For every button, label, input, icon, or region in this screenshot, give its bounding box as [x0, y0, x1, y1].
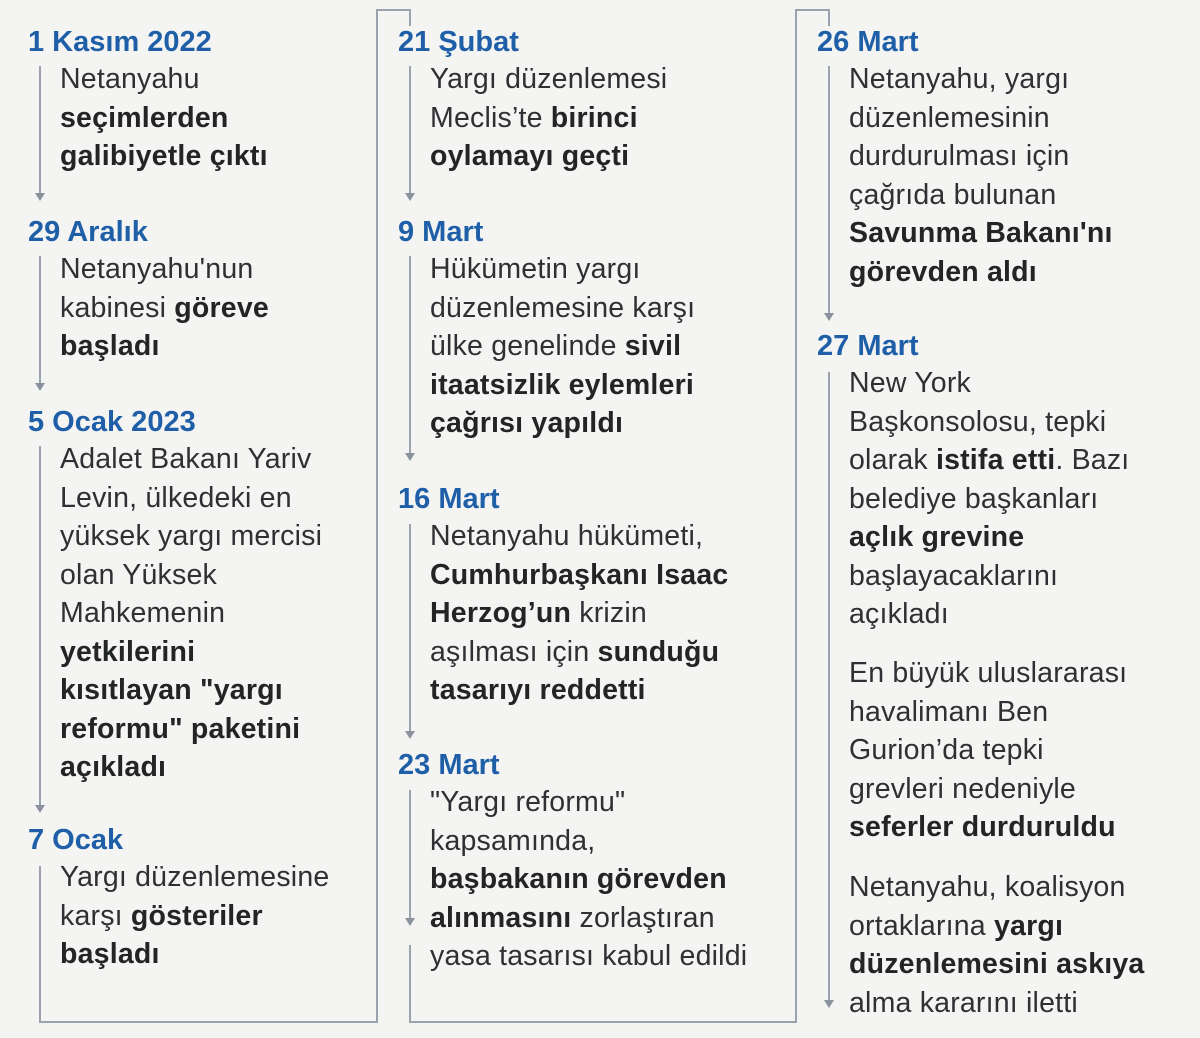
text-segment: Gurion’da tepki: [849, 734, 1044, 766]
timeline-entry: [817, 868, 1144, 1022]
text-segment: Netanyahu, yargı: [849, 63, 1070, 95]
text-line: [430, 783, 747, 822]
text-line: [60, 935, 329, 974]
text-segment: Levin, ülkedeki en: [60, 481, 292, 514]
text-segment: Yargı düzenlemesine: [60, 861, 330, 893]
entry-date: 27 Mart: [817, 330, 919, 362]
bold-text: seçimlerden: [60, 101, 229, 134]
text-line: [60, 710, 322, 749]
text-segment: havalimanı Ben: [849, 695, 1049, 728]
text-line: [60, 897, 329, 936]
entry-text: [430, 60, 667, 176]
timeline-entry: [817, 24, 1113, 291]
arrow-down-icon: [35, 383, 45, 391]
bold-text: tasarıyı reddetti: [430, 674, 646, 706]
entry-text: [430, 517, 728, 710]
text-segment: durdurulması için: [849, 140, 1070, 172]
text-segment: En büyük uluslararası: [849, 657, 1128, 689]
text-segment: Mahkemenin: [60, 597, 226, 629]
bold-text: seferler durduruldu: [849, 811, 1116, 843]
text-line: [849, 907, 1144, 946]
text-segment: Netanyahu hükümeti,: [430, 520, 704, 552]
text-line: [430, 327, 695, 366]
text-line: [60, 517, 322, 556]
arrow-down-icon: [824, 313, 834, 321]
text-line: [849, 253, 1113, 292]
text-segment: ülke genelinde: [430, 330, 625, 362]
text-segment: çağrıda bulunan: [849, 178, 1057, 211]
text-line: [60, 250, 269, 289]
text-segment: karşı: [60, 899, 131, 932]
text-line: [849, 808, 1127, 847]
arrow-down-icon: [405, 731, 415, 739]
text-line: [849, 214, 1113, 253]
text-line: [430, 822, 747, 861]
text-segment: ortaklarına: [849, 909, 994, 942]
entry-date: 23 Mart: [398, 749, 500, 781]
text-line: [60, 327, 269, 366]
text-segment: yasa tasarısı kabul edildi: [430, 940, 748, 972]
text-line: [849, 693, 1127, 732]
timeline-entry: [398, 747, 747, 976]
text-segment: "Yargı reformu": [430, 786, 626, 818]
bold-text: istifa etti: [935, 444, 1056, 476]
entry-date: 16 Mart: [398, 483, 500, 515]
text-line: [60, 479, 322, 518]
timeline-entry: [817, 654, 1127, 847]
text-line: [849, 403, 1129, 442]
text-line: [849, 731, 1127, 770]
entry-date: 1 Kasım 2022: [28, 26, 212, 58]
timeline-entry: [28, 822, 329, 974]
text-segment: düzenlemesinin: [849, 101, 1050, 134]
timeline-column-3: [817, 0, 1192, 1038]
text-segment: kapsamında,: [430, 824, 596, 857]
entry-date: 9 Mart: [398, 216, 484, 248]
text-segment: açıkladı: [849, 598, 949, 630]
timeline-column-1: [28, 0, 373, 1038]
text-segment: olan Yüksek: [60, 558, 217, 591]
bold-text: alınmasını: [430, 901, 572, 934]
text-segment: başlayacaklarını: [849, 559, 1059, 592]
bold-text: birinci: [550, 101, 638, 134]
text-segment: olarak: [849, 444, 936, 476]
text-line: [60, 594, 322, 633]
text-line: [60, 289, 269, 328]
text-segment: yüksek yargı mercisi: [60, 520, 323, 552]
text-line: [849, 654, 1127, 693]
text-segment: aşılması için: [430, 635, 598, 668]
bold-text: oylamayı geçti: [430, 140, 630, 172]
text-line: [849, 137, 1113, 176]
text-line: [430, 594, 728, 633]
text-line: [849, 945, 1144, 984]
bold-text: sivil: [624, 330, 682, 362]
text-segment: kabinesi: [60, 291, 175, 324]
text-line: [430, 366, 695, 405]
text-line: [849, 176, 1113, 215]
text-segment: alma kararını iletti: [849, 986, 1078, 1019]
text-line: [849, 595, 1129, 634]
text-segment: . Bazı: [1055, 444, 1130, 476]
text-line: [430, 556, 728, 595]
arrow-down-icon: [35, 193, 45, 201]
bold-text: göreve: [174, 291, 269, 324]
text-line: [60, 60, 268, 99]
text-segment: zorlaştıran: [571, 901, 715, 934]
text-line: [60, 748, 322, 787]
text-segment: Meclis’te: [430, 101, 551, 134]
text-line: [849, 770, 1127, 809]
text-line: [849, 868, 1144, 907]
entry-date: 7 Ocak: [28, 824, 124, 856]
timeline-entry: [28, 404, 322, 787]
entry-text: [60, 250, 269, 366]
entry-text: [60, 858, 329, 974]
text-line: [849, 364, 1129, 403]
bold-text: sunduğu: [597, 635, 720, 668]
arrow-down-icon: [405, 193, 415, 201]
entry-text: [849, 60, 1113, 291]
text-line: [60, 633, 322, 672]
timeline-entry: [398, 24, 667, 176]
text-line: [430, 289, 695, 328]
timeline-entry: [398, 214, 695, 443]
timeline-entry: [398, 481, 728, 710]
bold-text: başbakanın görevden: [430, 863, 727, 895]
text-segment: krizin: [571, 597, 647, 629]
text-line: [430, 671, 728, 710]
entry-text: [60, 440, 322, 787]
bold-text: başladı: [60, 330, 160, 362]
timeline-entry: [28, 24, 268, 176]
entry-text: [430, 250, 695, 443]
entry-date: 26 Mart: [817, 26, 919, 58]
timeline-entry: [28, 214, 269, 366]
text-segment: Yargı düzenlemesi: [430, 63, 668, 95]
timeline-column-2: [398, 0, 788, 1038]
text-line: [849, 441, 1129, 480]
text-line: [430, 633, 728, 672]
timeline-entry: [817, 328, 1129, 634]
text-line: [430, 937, 747, 976]
text-segment: Başkonsolosu, tepki: [849, 405, 1107, 438]
text-segment: belediye başkanları: [849, 482, 1099, 515]
text-line: [430, 137, 667, 176]
text-segment: Hükümetin yargı: [430, 253, 641, 285]
text-line: [430, 899, 747, 938]
text-segment: grevleri nedeniyle: [849, 772, 1076, 805]
bold-text: görevden aldı: [849, 255, 1037, 288]
bold-text: açlık grevine: [849, 521, 1025, 553]
entry-date: 5 Ocak 2023: [28, 406, 196, 438]
entry-text: [430, 783, 747, 976]
text-line: [60, 556, 322, 595]
arrow-down-icon: [405, 453, 415, 461]
bold-text: yargı: [993, 909, 1064, 942]
text-segment: Adalet Bakanı Yariv: [60, 443, 312, 475]
text-segment: Netanyahu'nun: [60, 253, 254, 285]
text-line: [430, 250, 695, 289]
bold-text: çağrısı yapıldı: [430, 407, 624, 439]
text-segment: Netanyahu, koalisyon: [849, 871, 1126, 903]
bold-text: düzenlemesini askıya: [849, 948, 1145, 980]
entry-text: [849, 868, 1144, 1022]
bold-text: Savunma Bakanı'nı: [849, 217, 1113, 249]
entry-text: [849, 654, 1127, 847]
text-segment: Netanyahu: [60, 63, 200, 95]
entry-text: [849, 364, 1129, 634]
bold-text: gösteriler: [130, 899, 263, 932]
text-line: [60, 137, 268, 176]
text-line: [60, 858, 329, 897]
text-segment: New York: [849, 367, 972, 399]
text-line: [60, 671, 322, 710]
entry-date: 29 Aralık: [28, 216, 148, 248]
text-line: [430, 860, 747, 899]
bold-text: Herzog’un: [430, 597, 572, 629]
text-line: [430, 517, 728, 556]
text-line: [430, 99, 667, 138]
text-line: [430, 60, 667, 99]
bold-text: başladı: [60, 938, 160, 970]
bold-text: reformu" paketini: [60, 712, 301, 745]
entry-text: [60, 60, 268, 176]
bold-text: itaatsizlik eylemleri: [430, 368, 695, 401]
bold-text: yetkilerini: [60, 635, 196, 668]
bold-text: galibiyetle çıktı: [60, 140, 268, 172]
bold-text: kısıtlayan "yargı: [60, 674, 283, 706]
text-line: [849, 99, 1113, 138]
text-line: [849, 518, 1129, 557]
bold-text: Cumhurbaşkanı Isaac: [430, 558, 729, 591]
entry-date: 21 Şubat: [398, 26, 519, 58]
text-line: [849, 984, 1144, 1023]
text-line: [60, 99, 268, 138]
text-line: [430, 404, 695, 443]
bold-text: açıkladı: [60, 751, 167, 783]
text-line: [849, 480, 1129, 519]
text-line: [849, 557, 1129, 596]
text-line: [849, 60, 1113, 99]
text-segment: düzenlemesine karşı: [430, 291, 696, 324]
arrow-down-icon: [35, 805, 45, 813]
text-line: [60, 440, 322, 479]
